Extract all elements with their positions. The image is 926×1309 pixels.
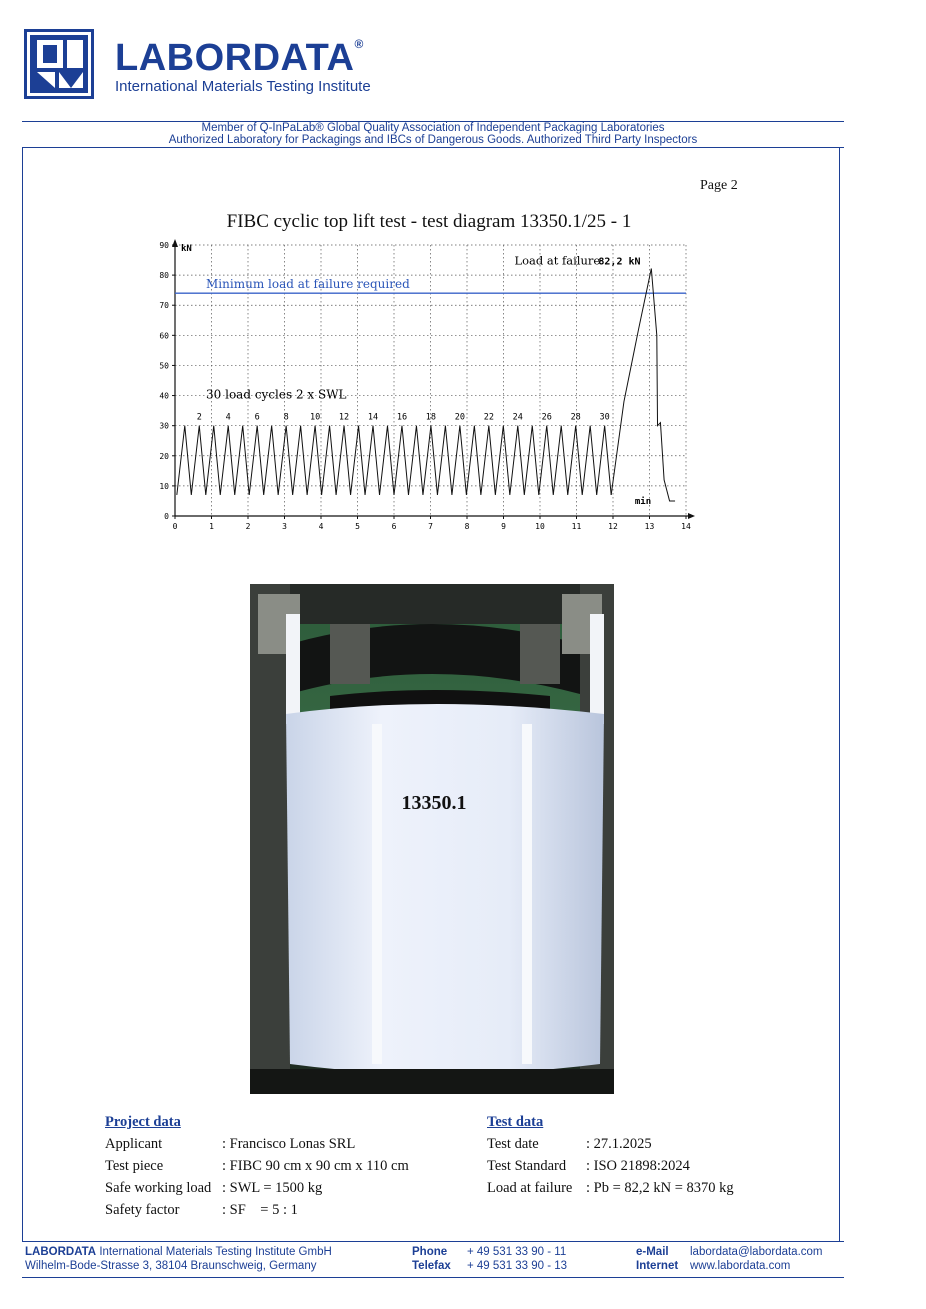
footer-email-label: e-Mail <box>636 1246 669 1258</box>
footer-phone-label: Phone <box>412 1246 448 1258</box>
company-subtitle: International Materials Testing Institute <box>115 78 371 95</box>
cycle-label: 16 <box>396 412 408 423</box>
fibc-photo <box>250 584 614 1094</box>
project-data-title: Project data <box>105 1114 181 1130</box>
x-tick-label: 10 <box>535 522 545 531</box>
y-tick-label: 0 <box>164 512 169 521</box>
member-line: Member of Q-InPaLab® Global Quality Association of Independent Packaging Laboratories <box>201 122 665 134</box>
footer-fax-label: Telefax <box>412 1260 451 1272</box>
x-tick-label: 3 <box>282 522 287 531</box>
load-at-failure-label: Load at failure <box>487 1180 573 1196</box>
header-rule-lower <box>22 147 844 148</box>
test-diagram-chart <box>140 235 710 535</box>
y-tick-label: 50 <box>159 361 169 371</box>
fibc-bag-image <box>250 584 614 1094</box>
y-tick-label: 30 <box>159 421 169 431</box>
x-tick-label: 12 <box>608 522 618 531</box>
cycle-label: 18 <box>425 412 437 423</box>
cycle-label: 30 <box>599 412 610 423</box>
applicant-value: : Francisco Lonas SRL <box>222 1136 356 1152</box>
cycle-label: 26 <box>541 412 552 423</box>
cycle-label: 28 <box>570 412 581 423</box>
x-tick-label: 2 <box>245 522 251 531</box>
swl-value: : SWL = 1500 kg <box>222 1180 323 1196</box>
cycle-label: 4 <box>225 412 231 423</box>
y-tick-label: 20 <box>159 451 169 461</box>
x-tick-label: 1 <box>209 522 214 531</box>
y-tick-label: 40 <box>159 391 169 401</box>
sample-number-label: 13350.1 <box>401 792 467 814</box>
x-tick-label: 6 <box>391 522 397 531</box>
cycle-label: 14 <box>367 412 379 423</box>
cycle-label: 6 <box>254 412 260 423</box>
x-unit-label: min <box>634 496 652 507</box>
x-tick-label: 9 <box>501 522 506 531</box>
frame-left <box>22 147 23 1242</box>
test-date-label: Test date <box>487 1136 539 1152</box>
cycle-label: 2 <box>196 412 202 423</box>
y-tick-label: 70 <box>159 301 169 311</box>
safety-factor-value: : SF = 5 : 1 <box>222 1202 298 1218</box>
y-axis-arrow <box>172 239 178 247</box>
load-at-failure-value: : Pb = 82,2 kN = 8370 kg <box>586 1180 734 1196</box>
footer-phone: + 49 531 33 90 - 11 <box>467 1246 567 1258</box>
load-cycle-series <box>177 426 611 495</box>
min-load-label: Minimum load at failure required <box>206 277 410 292</box>
footer-email[interactable]: labordata@labordata.com <box>690 1246 823 1258</box>
logo-icon <box>27 32 91 96</box>
footer-company: LABORDATA International Materials Testing Institute GmbH <box>25 1246 332 1258</box>
cycle-label: 8 <box>283 412 289 423</box>
test-standard-value: : ISO 21898:2024 <box>586 1158 690 1174</box>
company-name: LABORDATA® <box>115 37 364 79</box>
footer-rule-lower <box>22 1277 844 1278</box>
x-tick-labels <box>173 522 691 531</box>
logo-mark <box>24 29 94 99</box>
x-tick-label: 8 <box>464 522 470 531</box>
x-tick-label: 7 <box>428 522 433 531</box>
cycle-label: 22 <box>483 412 494 423</box>
applicant-label: Applicant <box>105 1136 163 1152</box>
y-tick-labels <box>159 241 169 521</box>
failure-annotation: Load at failure <box>514 253 601 268</box>
test-piece-value: : FIBC 90 cm x 90 cm x 110 cm <box>222 1158 409 1174</box>
y-unit-label: kN <box>181 244 192 254</box>
x-tick-label: 4 <box>318 522 324 531</box>
test-date-value: : 27.1.2025 <box>586 1136 652 1152</box>
y-tick-label: 10 <box>159 481 169 491</box>
frame-right <box>839 147 840 1242</box>
cycle-number-labels <box>197 413 610 423</box>
footer-fax: + 49 531 33 90 - 13 <box>467 1260 568 1272</box>
test-data-title: Test data <box>487 1114 544 1130</box>
y-tick-label: 80 <box>159 271 169 281</box>
cycle-label: 10 <box>309 412 321 423</box>
x-tick-label: 11 <box>571 522 582 531</box>
cycle-label: 12 <box>338 412 350 423</box>
page-number: Page 2 <box>700 178 738 193</box>
footer-web-label: Internet <box>636 1260 679 1272</box>
swl-label: Safe working load <box>105 1180 212 1196</box>
x-tick-label: 14 <box>681 522 691 531</box>
failure-series <box>611 268 675 500</box>
x-tick-label: 5 <box>355 522 360 531</box>
authorization-line: Authorized Laboratory for Packagings and IBCs of Dangerous Goods. Authorized Third Party Inspectors <box>168 134 698 146</box>
y-tick-label: 60 <box>159 331 169 341</box>
x-tick-label: 0 <box>172 522 178 531</box>
y-tick-label: 90 <box>159 241 169 250</box>
x-axis-arrow <box>688 513 695 519</box>
cycle-label: 20 <box>454 412 466 423</box>
cycle-label: 24 <box>512 412 523 423</box>
test-piece-label: Test piece <box>105 1158 164 1174</box>
footer-web[interactable]: www.labordata.com <box>690 1260 791 1272</box>
test-standard-label: Test Standard <box>487 1158 567 1174</box>
safety-factor-label: Safety factor <box>105 1202 180 1218</box>
chart-title: FIBC cyclic top lift test - test diagram 13350.1/25 - 1 <box>226 211 632 232</box>
x-tick-label: 13 <box>644 522 655 531</box>
cycles-label: 30 load cycles 2 x SWL <box>206 387 347 402</box>
footer-rule <box>22 1241 844 1242</box>
failure-value-label: 82,2 kN <box>598 256 641 268</box>
footer-address: Wilhelm-Bode-Strasse 3, 38104 Braunschweig, Germany <box>25 1260 317 1272</box>
